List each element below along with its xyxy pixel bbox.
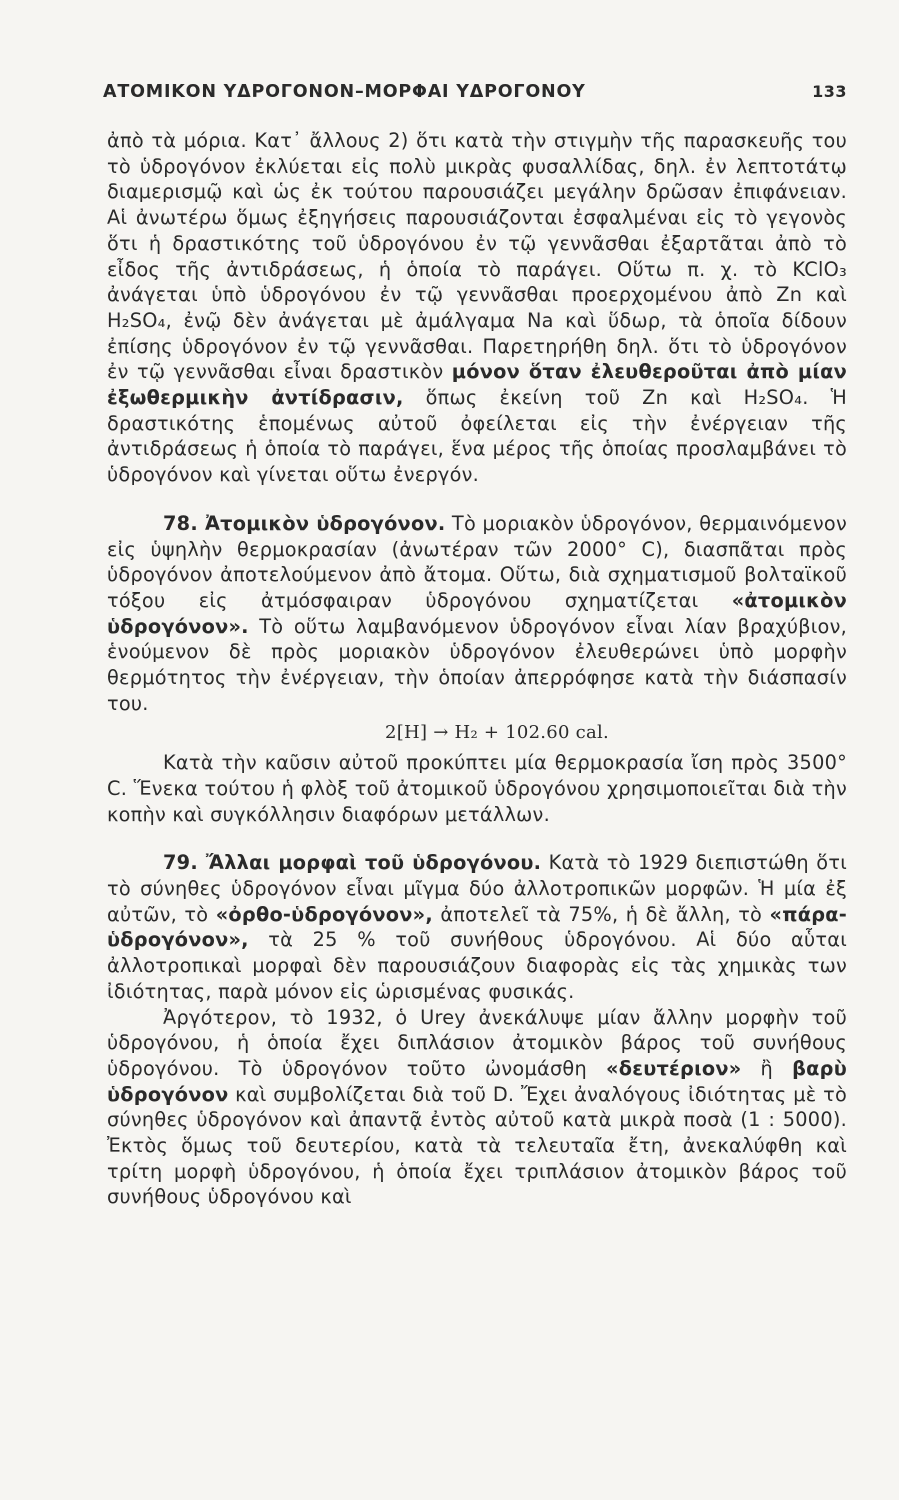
page-number: 133: [812, 82, 847, 101]
text-run: Τὸ μοριακὸν ὑδρογόνον, θερμαινόμενον εἰς ὑψηλὴν θερμοκρασίαν (ἀνωτέραν τῶν 2000° C), διασπᾶται πρὸς ὑδρογόνον ἀποτελούμενον ἀπὸ ἄτομα. Οὕτω, διὰ σχηματισμοῦ βολταϊκοῦ τόξου εἰς ἀτμόσφαιραν ὑδρογόνου σχηματίζεται: [107, 511, 847, 612]
emphasis-text: «δευτέριον»: [606, 1056, 742, 1080]
equation: 2[H] → H₂ + 102.60 cal.: [385, 722, 609, 744]
emphasis-text: «ἀτομικὸν ὑδρογόνον».: [107, 588, 847, 638]
text-run: ἀποτελεῖ τὰ 75%, ἡ δὲ ἄλλη, τὸ: [432, 902, 770, 926]
paragraph-intro: [107, 128, 847, 488]
paragraph-combustion: Κατὰ τὴν καῦσιν αὐτοῦ προκύπτει μία θερμοκρασία ἴση πρὸς 3500° C. Ἕνεκα τούτου ἡ φλὸξ τοῦ ἀτομικοῦ ὑδρογόνου χρησιμοποιεῖται διὰ τὴν κοπὴν καὶ συγκόλλησιν διαφόρων μετάλλων.: [107, 751, 847, 826]
text-run: ἀπὸ τὰ μόρια. Κατ᾽ ἄλλους 2) ὅτι κατὰ τὴν στιγμὴν τῆς παρασκευῆς του τὸ ὑδρογόνον ἐκλύεται εἰς πολὺ μικρὰς φυσαλλίδας, δηλ. ἐν λεπτοτάτῳ διαμερισμῷ καὶ ὡς ἐκ τούτου παρουσιάζει μεγάλην δρῶσαν ἐπιφάνειαν. Αἱ ἀνωτέρω ὅμως ἐξηγήσεις παρουσιάζονται ἐσφαλμέναι εἰς τὸ γεγονὸς ὅτι ἡ δραστικότης τοῦ ὑδρογόνου ἐν τῷ γεννᾶσθαι ἐξαρτᾶται ἀπὸ τὸ εἶδος τῆς ἀντιδράσεως, ἡ ὁποία τὸ παράγει. Οὕτω π. χ. τὸ KClO₃ ἀνάγεται ὑπὸ ὑδρογόνου ἐν τῷ γεννᾶσθαι προερχομένου ἀπὸ Zn καὶ H₂SO₄, ἐνῷ δὲν ἀνάγεται μὲ ἀμάλγαμα Na καὶ ὕδωρ, τὰ ὁποῖα δίδουν ἐπίσης ὑδρογόνον ἐν τῷ γεννᾶσθαι. Παρετηρήθη δηλ. ὅτι τὸ ὑδρογόνον ἐν τῷ γεννᾶσθαι εἶναι δραστικὸν: [107, 129, 847, 384]
text-run: Κατὰ τὸ 1929 διεπιστώθη ὅτι τὸ σύνηθες ὑδρογόνον εἶναι μῖγμα δύο ἀλλοτροπικῶν μορφῶν. Ἡ μία ἐξ αὐτῶν, τὸ: [107, 851, 847, 926]
text-run: Ἀργότερον, τὸ 1932, ὁ Urey ἀνεκάλυψε μίαν ἄλλην μορφὴν τοῦ ὑδρογόνου, ἡ ὁποία ἔχει διπλάσιον ἀτομικὸν βάρος τοῦ συνήθους ὑδρογόνου. Τὸ ὑδρογόνον τοῦτο ὠνομάσθη: [107, 1005, 847, 1080]
text-run: ὅπως ἐκείνη τοῦ Zn καὶ H₂SO₄. Ἡ δραστικότης ἑπομένως αὐτοῦ ὀφείλεται εἰς τὴν ἐνέργειαν τῆς ἀντιδράσεως ἡ ὁποία τὸ παράγει, ἕνα μέρος τῆς ὁποίας προσλαμβάνει τὸ ὑδρογόνον καὶ γίνεται οὕτω ἐνεργόν.: [107, 386, 847, 487]
paragraph-deuterium: [107, 1005, 847, 1211]
section-78: [107, 511, 847, 717]
section-heading: 79. Ἄλλαι μορφαὶ τοῦ ὑδρογόνου.: [163, 851, 542, 875]
running-title: ΑΤΟΜΙΚΟΝ ΥΔΡΟΓΟΝΟΝ–ΜΟΡΦΑΙ ΥΔΡΟΓΟΝΟΥ: [103, 82, 586, 102]
emphasis-text: «ὀρθο-ὑδρογόνον»,: [215, 902, 433, 926]
page-body: [107, 128, 847, 1210]
text-run: καὶ συμβολίζεται διὰ τοῦ D. Ἔχει ἀναλόγους ἰδιότητας μὲ τὸ σύνηθες ὑδρογόνον καὶ ἀπαντᾷ ἐντὸς αὐτοῦ κατὰ μικρὰ ποσὰ (1 : 5000). Ἐκτὸς ὅμως τοῦ δευτερίου, κατὰ τὰ τελευταῖα ἔτη, ἀνεκαλύφθη καὶ τρίτη μορφὴ ὑδρογόνου, ἡ ὁποία ἔχει τριπλάσιον ἀτομικὸν βάρος τοῦ συνήθους ὑδρογόνου καὶ: [107, 1082, 847, 1209]
emphasis-text: βαρὺ ὑδρογόνον: [107, 1056, 847, 1106]
emphasis-text: «πάρα-ὑδρογόνον»,: [107, 902, 848, 952]
section-heading: 78. Ἀτομικὸν ὑδρογόνον.: [163, 511, 446, 535]
text-run: τὰ 25 % τοῦ συνήθους ὑδρογόνου. Αἱ δύο αὗται ἀλλοτροπικαὶ μορφαὶ δὲν παρουσιάζουν διαφορὰς εἰς τὰς χημικὰς των ἰδιότητας, παρὰ μόνον εἰς ὡρισμένας φυσικάς.: [107, 928, 847, 1003]
page-header: [103, 82, 847, 110]
text-run: ἢ: [741, 1056, 793, 1080]
section-79: [107, 850, 847, 1004]
text-run: Τὸ οὕτω λαμβανόμενον ὑδρογόνον εἶναι λίαν βραχύβιον, ἑνούμενον δὲ πρὸς μοριακὸν ὑδρογόνον ἐλευθερώνει ὑπὸ μορφὴν θερμότητος τὴν ἐνέργειαν, τὴν ὁποίαν ἀπερρόφησε κατὰ τὴν διάσπασίν του.: [107, 614, 847, 715]
emphasis-text: μόνον ὅταν ἐλευθεροῦται ἀπὸ μίαν ἐξωθερμικὴν ἀντίδρασιν,: [107, 360, 847, 410]
